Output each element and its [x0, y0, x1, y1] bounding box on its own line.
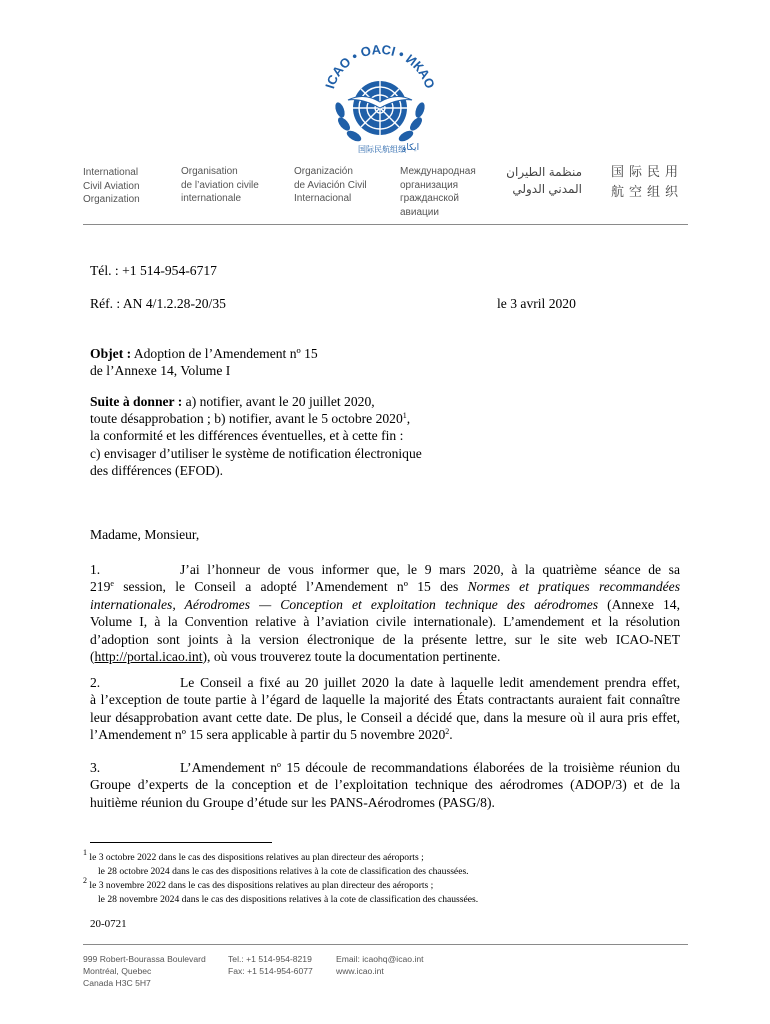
org-name-french: Organisation de l’aviation civile internationale — [181, 166, 259, 204]
paragraph-number: 3. — [90, 760, 101, 775]
org-name-spanish: Organización de Aviación Civil Internacional — [294, 166, 367, 204]
paragraph-1: 1. J’ai l’honneur de vous informer que, le 9 mars 2020, à la quatrième séance de sa 219e session, le Conseil a adopté l’Amendement nº 15 des Normes et pratiques recommandées internationales, Aérodromes — Conception et exploitation technique des aérodromes (Annexe 14, Volume I, à la Convention relative à l’aviation civile internationale). L’amendement et la résolution d’adoption sont joints à la version électronique de la présente lettre, sur le site web ICAO-NET (http://portal.icao.int), où vous trouverez toute la documentation pertinente. — [90, 562, 681, 665]
logo-chinese-text: 国际民航组织 — [358, 145, 406, 154]
paragraph-number: 1. — [90, 562, 101, 577]
logo-arabic-text: ايكاو — [402, 143, 420, 153]
footer-email[interactable]: Email: icaohq@icao.int — [336, 954, 424, 964]
letter-date: le 3 avril 2020 — [497, 296, 576, 311]
paragraph-3: 3. L’Amendement $n^o$ 15 découle de recommandations élaborées de la troisième réunion du Groupe d’experts de la conception et de l’exploitation technique des aérodromes (ADOP/3) et de la huitième réunion du Groupe d’étude sur les PANS-Aérodromes (PASG/8). — [90, 760, 680, 810]
footer-contact — [336, 953, 424, 977]
org-name-russian: Международная организация гражданской авиации — [400, 166, 476, 218]
org-name-chinese: 国际民用 航空组织 — [611, 165, 684, 200]
subject-block: Objet : Adoption de l’Amendement nº 15 de l’Annexe 14, Volume I — [90, 346, 318, 379]
footer-website[interactable]: www.icao.int — [336, 966, 384, 976]
footnote-2: $^2$ le 3 novembre 2022 dans le cas des dispositions relatives au plan directeur des aéroports ; — [83, 876, 434, 891]
action-block: Suite à donner : a) notifier, avant le 20 juillet 2020, toute désapprobation ; b) notifier, avant le 5 octobre 2020$^1$, la conformité et les différences éventuelles, et à cette fin : c) envisager d’utiliser le système de notification électronique des différences (EFOD). — [90, 394, 422, 478]
subject-label: Objet : — [90, 346, 132, 361]
org-name-english: International Civil Aviation Organization — [83, 167, 140, 205]
organization-names — [83, 166, 688, 222]
header-rule — [83, 224, 688, 225]
action-label: Suite à donner : — [90, 394, 183, 409]
paragraph-2: 2. Le Conseil a fixé au 20 juillet 2020 la date à laquelle ledit amendement prendra effet, à l’exception de toute partie à l’égard de laquelle la majorité des États contractants auraient fait connaître leur désapprobation avant cette date. De plus, le Conseil a décidé que, dans la mesure où il aura pris effet, l’Amendement nº 15 sera applicable à partir du 5 novembre 2020$^2$. — [90, 675, 680, 743]
footer-phone: Tel.: +1 514-954-8219 Fax: +1 514-954-6077 — [228, 954, 313, 976]
org-name-arabic: منظمة الطيران المدني الدولي — [506, 165, 582, 196]
footnote-separator — [90, 842, 272, 843]
footnote-1: $^1$ le 3 octobre 2022 dans le cas des dispositions relatives au plan directeur des aéroports ; — [83, 848, 424, 863]
footnote-ref-2: 2 — [445, 727, 450, 737]
paragraph-number: 2. — [90, 675, 101, 690]
footnote-ref-1: 1 — [402, 411, 407, 421]
globe-icon — [348, 81, 412, 135]
document-number: 20-0721 — [90, 918, 127, 930]
footer-address: 999 Robert-Bourassa Boulevard Montréal, Quebec Canada H3C 5H7 — [83, 954, 206, 988]
logo-text: ICAO • OACI • ИКАО — [322, 41, 438, 91]
footer-rule — [83, 944, 688, 945]
footnotes: $^1$ le 3 octobre 2022 dans le cas des dispositions relatives au plan directeur des aéroports ; le 28 octobre 2024 dans le cas des dispositions relatives à la cote de classification des chaussées. $^2$ le 3 novembre 2022 dans le cas des dispositions relatives au plan directeur des aéroports ; le 28 novembre 2024 dans le cas des dispositions relatives à la cote de classification des chaussées. — [83, 848, 479, 905]
salutation: Madame, Monsieur, — [90, 527, 200, 542]
icao-portal-link[interactable]: http://portal.icao.int — [94, 649, 203, 665]
reference-line: Réf. : AN 4/1.2.28-20/35 — [90, 296, 226, 311]
icao-emblem — [318, 40, 442, 164]
telephone-line: Tél. : +1 514-954-6717 — [90, 263, 217, 278]
